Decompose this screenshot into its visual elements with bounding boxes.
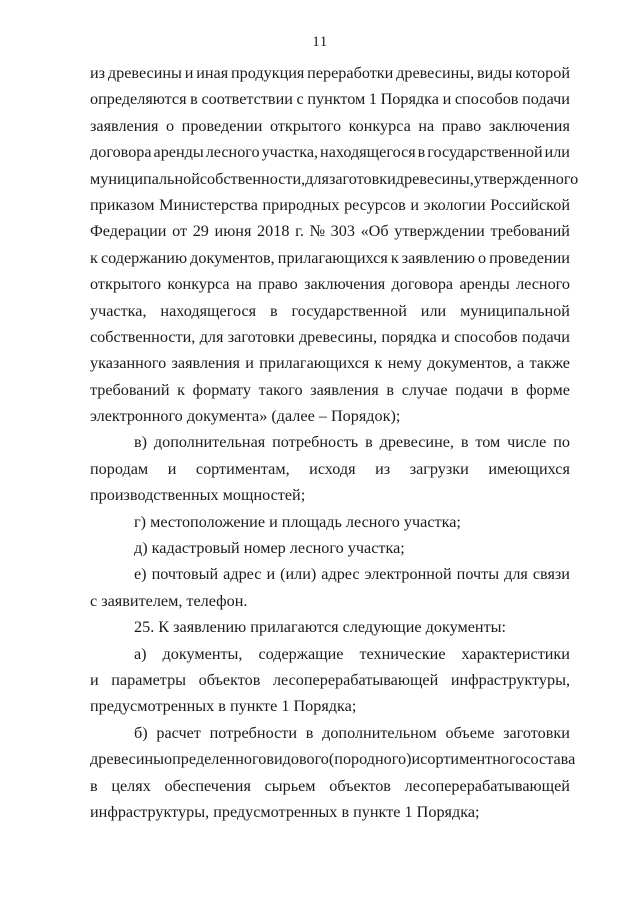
text-line: предусмотренных в пункте 1 Порядка;: [90, 697, 357, 716]
text-line: требований к формату такого заявления в случае подачи в форме: [90, 380, 570, 399]
text-line: из древесины и иная продукция переработки древесины, виды которой: [90, 64, 570, 82]
text-line: г) местоположение и площадь лесного участка;: [134, 512, 461, 531]
text-line: электронного документа» (далее – Порядок);: [90, 407, 401, 426]
text-line: древесины определенного видового (породного) и сортиментного состава: [90, 750, 576, 769]
text-line: производственных мощностей;: [90, 486, 306, 505]
text-line: муниципальной собственности, для заготовки древесины, утвержденного: [90, 169, 579, 188]
text-line: в) дополнительная потребность в древесине, в том числе по: [134, 433, 570, 452]
text-line: участка, находящегося в государственной или муниципальной: [90, 301, 570, 320]
text-line: е) почтовый адрес и (или) адрес электронной почты для связи: [134, 565, 570, 584]
text-line: породам и сортиментам, исходя из загрузки имеющихся: [90, 459, 570, 478]
text-line: а) документы, содержащие технические характеристики: [134, 644, 570, 663]
text-line: указанного заявления и прилагающихся к нему документов, а также: [90, 354, 570, 373]
text-line: в целях обеспечения сырьем объектов лесоперерабатывающей: [90, 776, 570, 795]
text-line: заявления о проведении открытого конкурса на право заключения: [90, 116, 570, 135]
text-line: инфраструктуры, предусмотренных в пункте 1 Порядка;: [90, 802, 480, 821]
text-line: 25. К заявлению прилагаются следующие документы:: [134, 618, 507, 637]
text-line: с заявителем, телефон.: [90, 591, 248, 610]
text-line: договора аренды лесного участка, находящегося в государственной или: [90, 143, 570, 162]
text-line: определяются в соответствии с пунктом 1 Порядка и способов подачи: [90, 90, 570, 109]
document-body: [90, 60, 579, 825]
text-line: открытого конкурса на право заключения договора аренды лесного: [90, 275, 570, 294]
text-line: б) расчет потребности в дополнительном объеме заготовки: [134, 723, 570, 742]
text-line: Федерации от 29 июня 2018 г. № 303 «Об утверждении требований: [90, 222, 570, 241]
text-line: д) кадастровый номер лесного участка;: [134, 539, 405, 558]
text-line: приказом Министерства природных ресурсов и экологии Российской: [90, 195, 570, 214]
page-number: 11: [312, 34, 328, 50]
text-line: и параметры объектов лесоперерабатывающей инфраструктуры,: [90, 670, 570, 689]
text-line: собственности, для заготовки древесины, порядка и способов подачи: [90, 327, 570, 346]
text-line: к содержанию документов, прилагающихся к заявлению о проведении: [90, 248, 570, 267]
